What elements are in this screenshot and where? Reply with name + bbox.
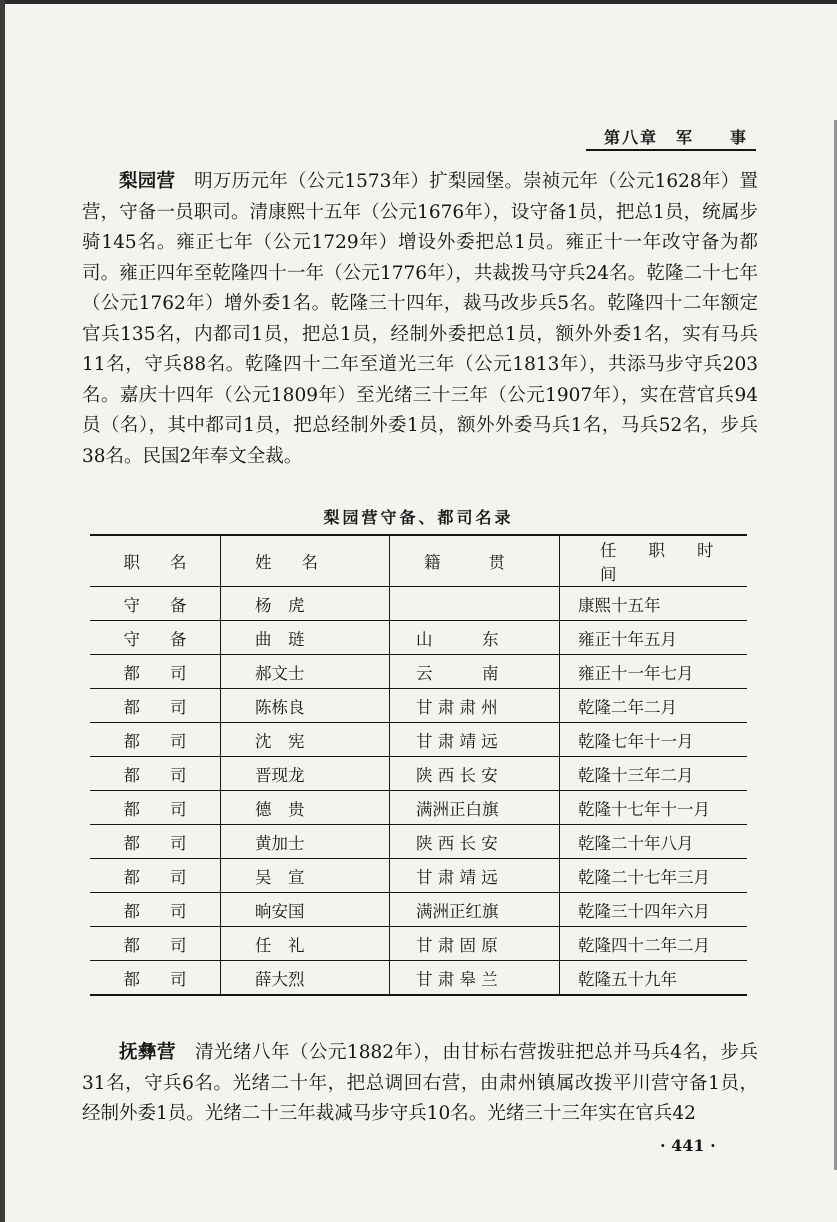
cell-time: 乾隆二十年八月 — [560, 825, 748, 859]
table-row — [90, 859, 747, 893]
cell-post: 守备 — [90, 621, 221, 655]
cell-time: 乾隆七年十一月 — [560, 723, 748, 757]
table-header-row — [90, 535, 747, 587]
cell-time: 乾隆三十四年六月 — [560, 893, 748, 927]
cell-name: 郝文士 — [221, 655, 390, 689]
cell-time: 雍正十年五月 — [560, 621, 748, 655]
table-row — [90, 689, 747, 723]
running-head-rule — [586, 149, 756, 151]
cell-time: 乾隆二十七年三月 — [560, 859, 748, 893]
cell-post: 都司 — [90, 961, 221, 996]
table-title: 梨园营守备、都司名录 — [323, 508, 514, 527]
table-row — [90, 723, 747, 757]
cell-time: 康熙十五年 — [560, 587, 748, 621]
table-row — [90, 757, 747, 791]
paragraph-lead: 梨园营 — [119, 171, 176, 192]
scan-edge-top — [0, 0, 837, 4]
cell-time: 乾隆五十九年 — [560, 961, 748, 996]
roster-table — [90, 534, 747, 996]
cell-origin: 甘 肃 固 原 — [390, 927, 560, 961]
cell-name: 薛大烈 — [221, 961, 390, 996]
cell-name: 吴 宣 — [221, 859, 390, 893]
cell-origin: 满洲正红旗 — [390, 893, 560, 927]
cell-time: 乾隆十三年二月 — [560, 757, 748, 791]
cell-post: 都司 — [90, 757, 221, 791]
cell-origin: 山 东 — [390, 621, 560, 655]
paragraph-text: 明万历元年（公元1573年）扩梨园堡。崇祯元年（公元1628年）置营，守备一员职司。清康熙十五年（公元1676年），设守备1员，把总1员，统属步骑145名。雍正七年（公元1729年）增设外委把总1员。雍正十一年改守备为都司。雍正四年至乾隆四十一年（公元1776年），共裁拨马守兵24名。乾隆二十七年（公元1762年）增外委1名。乾隆三十四年，裁马改步兵5名。乾隆四十二年额定官兵135名，内都司1员，把总1员，经制外委把总1员，额外外委1名，实有马兵11名，守兵88名。乾隆四十二年至道光三年（公元1813年），共添马步守兵203名。嘉庆十四年（公元1809年）至光绪三十三年（公元1907年），实在营官兵94员（名），其中都司1员，把总经制外委1员，额外外委马兵1名，马兵52名，步兵38名。民国2年奉文全裁。 — [82, 171, 758, 467]
cell-time: 雍正十一年七月 — [560, 655, 748, 689]
cell-post: 都司 — [90, 655, 221, 689]
cell-post: 都司 — [90, 723, 221, 757]
cell-time: 乾隆十七年十一月 — [560, 791, 748, 825]
page-number: · 441 · — [660, 1136, 716, 1155]
cell-post: 守备 — [90, 587, 221, 621]
cell-name: 曲 琏 — [221, 621, 390, 655]
cell-name: 德 贵 — [221, 791, 390, 825]
table-row — [90, 893, 747, 927]
paragraph-text: 清光绪八年（公元1882年），由甘标右营拨驻把总并马兵4名，步兵31名，守兵6名。光绪二十年，把总调回右营，由肃州镇属改拨平川营守备1员，经制外委1员。光绪二十三年裁减马步守兵10名。光绪三十三年实在官兵42 — [82, 1042, 758, 1124]
cell-name: 晋现龙 — [221, 757, 390, 791]
cell-name: 沈 宪 — [221, 723, 390, 757]
cell-origin: 陕 西 长 安 — [390, 825, 560, 859]
cell-origin: 甘 肃 靖 远 — [390, 723, 560, 757]
cell-name: 晌安国 — [221, 893, 390, 927]
cell-name: 杨 虎 — [221, 587, 390, 621]
cell-post: 都司 — [90, 791, 221, 825]
cell-origin: 云 南 — [390, 655, 560, 689]
cell-post: 都司 — [90, 893, 221, 927]
cell-origin — [390, 587, 560, 621]
header-origin: 籍贯 — [390, 535, 560, 587]
header-time: 任职时间 — [560, 535, 748, 587]
table-body — [90, 587, 747, 996]
cell-origin: 甘 肃 靖 远 — [390, 859, 560, 893]
table-row — [90, 927, 747, 961]
cell-origin: 满洲正白旗 — [390, 791, 560, 825]
table-row — [90, 961, 747, 996]
header-post: 职名 — [90, 535, 221, 587]
running-head: 第八章 军 事 — [604, 128, 749, 147]
cell-post: 都司 — [90, 927, 221, 961]
cell-name: 黄加士 — [221, 825, 390, 859]
paragraph-fuyi — [82, 1038, 758, 1130]
table-row — [90, 825, 747, 859]
cell-post: 都司 — [90, 859, 221, 893]
cell-time: 乾隆四十二年二月 — [560, 927, 748, 961]
cell-name: 任 礼 — [221, 927, 390, 961]
header-name: 姓名 — [221, 535, 390, 587]
paragraph-lead: 抚彝营 — [119, 1042, 176, 1063]
table-row — [90, 621, 747, 655]
table-row — [90, 587, 747, 621]
cell-name: 陈栋良 — [221, 689, 390, 723]
cell-post: 都司 — [90, 825, 221, 859]
cell-origin: 甘 肃 皋 兰 — [390, 961, 560, 996]
cell-post: 都司 — [90, 689, 221, 723]
cell-time: 乾隆二年二月 — [560, 689, 748, 723]
scan-edge-left — [0, 0, 5, 1222]
cell-origin: 甘 肃 肃 州 — [390, 689, 560, 723]
cell-origin: 陕 西 长 安 — [390, 757, 560, 791]
table-row — [90, 655, 747, 689]
paragraph-liyuan — [82, 167, 758, 472]
table-row — [90, 791, 747, 825]
